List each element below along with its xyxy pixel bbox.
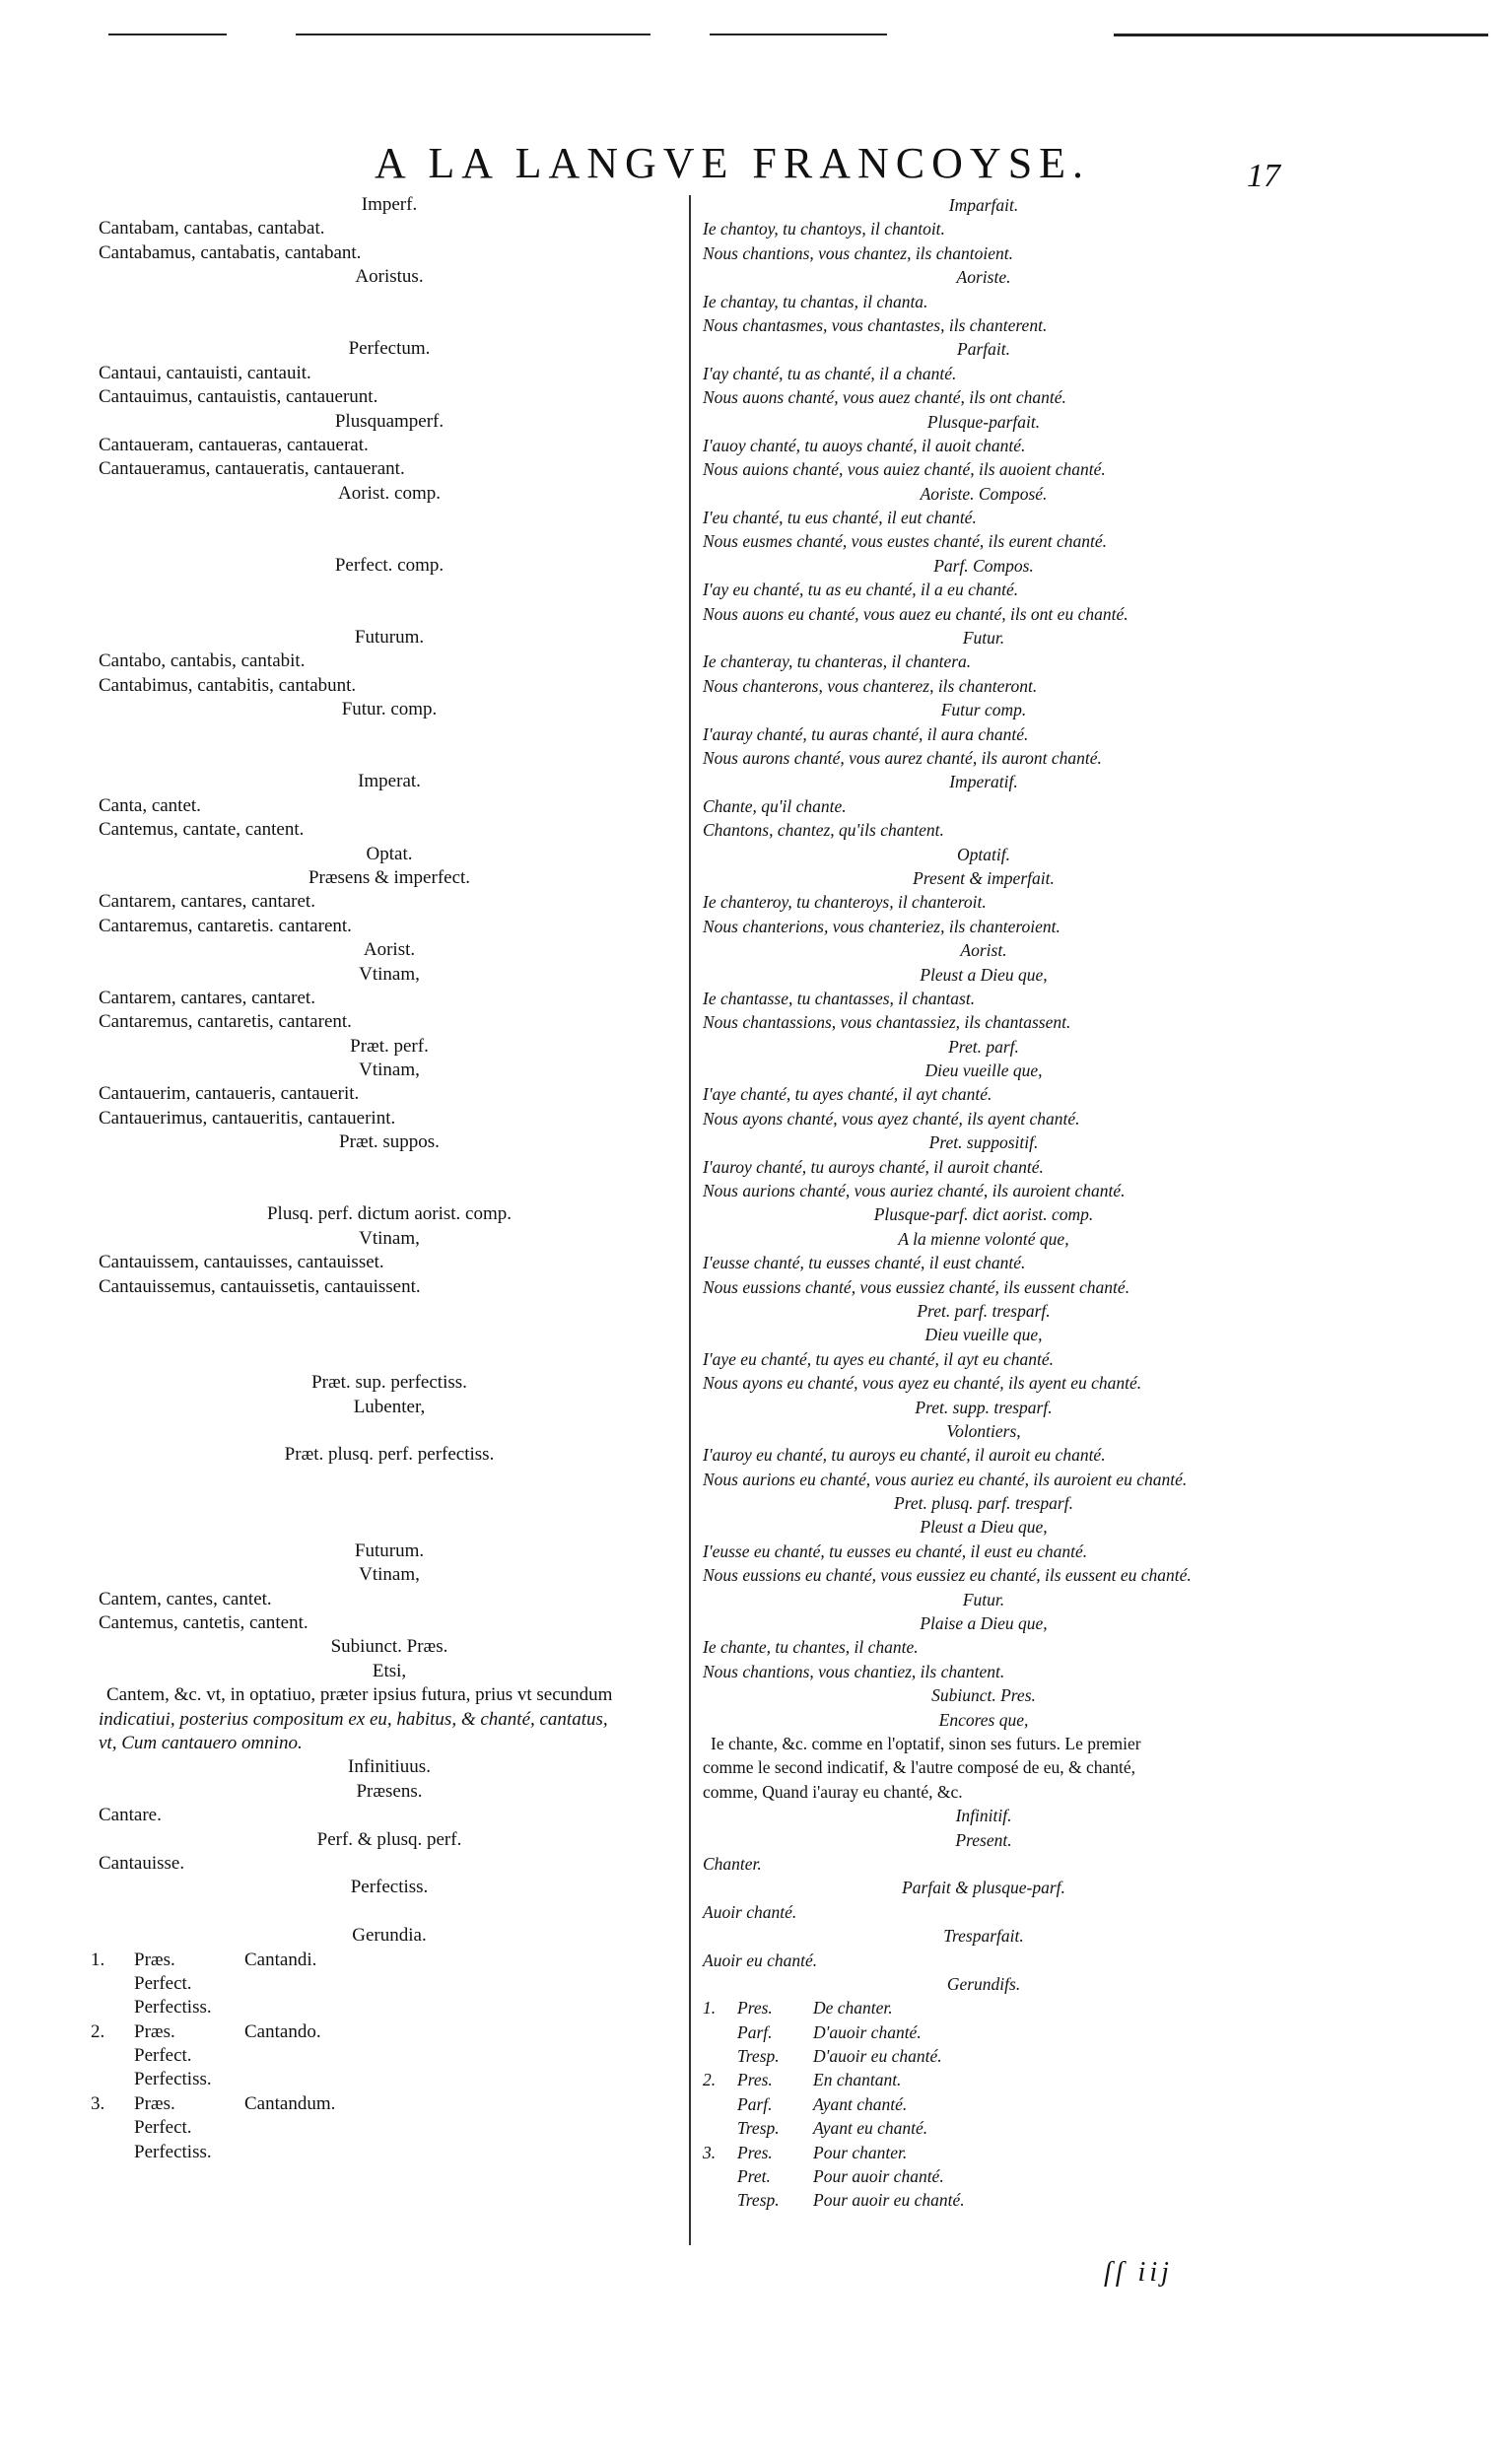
page-title: A LA LANGVE FRANCOYSE. (375, 139, 1091, 187)
conjugation-line: Nous chantasmes, vous chantastes, ils chanterent. (703, 314, 1048, 335)
gerund-list (703, 1996, 1265, 2213)
gerund-number: 3. (703, 2142, 717, 2162)
gerund-value: En chantant. (813, 2070, 902, 2090)
conjugation-line: Ie chante, tu chantes, il chante. (703, 1637, 919, 1658)
conjugation-line: Nous auons eu chanté, vous auez eu chanté, ils ont eu chanté. (703, 603, 1129, 624)
gerund-label: Perfectiss. (134, 1997, 212, 2019)
conjugation-line: I'eusse eu chanté, tu eusses eu chanté, il eust eu chanté. (703, 1540, 1088, 1561)
conjugation-line: Ie chanteray, tu chanteras, il chantera. (703, 651, 972, 672)
conjugation-line: Nous eussions chanté, vous eussiez chanté, ils eussent chanté. (703, 1276, 1130, 1297)
gerund-row (703, 2141, 1265, 2164)
section-heading: Pret. supp. tresparf. (915, 1397, 1053, 1417)
section-heading: Optat. (366, 843, 413, 864)
conjugation-line: Auoir eu chanté. (703, 1950, 818, 1970)
conjugation-line: Nous eussions eu chanté, vous eussiez eu chanté, ils eussent eu chanté. (703, 1565, 1192, 1586)
gerund-label: Pres. (737, 2142, 773, 2162)
section-heading: Present. (955, 1829, 1012, 1850)
conjugation-line: Chante, qu'il chante. (703, 795, 847, 816)
section-heading: Pret. parf. tresparf. (917, 1300, 1051, 1321)
conjugation-line: Canta, cantet. (99, 794, 201, 816)
gerund-number: 2. (91, 2020, 105, 2042)
conjugation-line: Cantaremus, cantaretis, cantarent. (99, 1011, 352, 1033)
gerund-number: 2. (703, 2070, 717, 2090)
conjugation-line: Cantauerim, cantaueris, cantauerit. (99, 1083, 360, 1105)
note-line: comme le second indicatif, & l'autre composé de eu, & chanté, (703, 1757, 1136, 1778)
conjugation-line: Ie chantasse, tu chantasses, il chantast. (703, 988, 976, 1008)
gerund-row (99, 1996, 680, 2019)
section-heading: Aoriste. (956, 267, 1011, 288)
conjugation-line: Ie chantoy, tu chantoys, il chantoit. (703, 219, 945, 240)
gerund-row (703, 2188, 1265, 2212)
gerund-label: Tresp. (737, 2118, 780, 2139)
section-heading: Plusque-parfait. (926, 411, 1041, 432)
section-heading: Vtinam, (359, 963, 420, 985)
conjugation-line: I'ay chanté, tu as chanté, il a chanté. (703, 363, 957, 383)
top-rule (710, 34, 887, 35)
gerund-label: Præs. (134, 2020, 175, 2042)
conjugation-line: Ie chanteroy, tu chanteroys, il chanteroit. (703, 892, 987, 913)
gerund-value: De chanter. (813, 1998, 893, 2019)
top-rule (108, 34, 227, 35)
gerund-label: Pres. (737, 2070, 773, 2090)
gerund-row (703, 2164, 1265, 2188)
note-line: Cantem, &c. vt, in optatiuo, præter ipsius futura, prius vt secundum (106, 1684, 613, 1706)
gerund-row (703, 2020, 1265, 2044)
gerund-label: Pres. (737, 1998, 773, 2019)
conjugation-line: I'auroy chanté, tu auroys chanté, il auroit chanté. (703, 1156, 1044, 1177)
section-heading: Pleust a Dieu que, (920, 964, 1048, 985)
gerund-row (99, 2044, 680, 2068)
conjugation-line: Chanter. (703, 1853, 762, 1874)
gerund-label: Perfect. (134, 1972, 192, 1994)
note-line: indicatiui, posterius compositum ex eu, habitus, & chanté, cantatus, (99, 1708, 608, 1730)
section-heading: Encores que, (938, 1709, 1029, 1730)
section-heading: Aoristus. (355, 266, 424, 288)
gerund-value: Cantandum. (244, 2092, 336, 2114)
section-heading: Gerundia. (352, 1925, 427, 1947)
section-heading: Perfect. comp. (334, 554, 445, 576)
conjugation-line: I'auroy eu chanté, tu auroys eu chanté, il auroit eu chanté. (703, 1445, 1106, 1466)
conjugation-line: I'ay eu chanté, tu as eu chanté, il a eu chanté. (703, 580, 1019, 600)
section-heading: Tresparfait. (943, 1926, 1024, 1947)
conjugation-line: Cantaueram, cantaueras, cantauerat. (99, 434, 369, 455)
section-heading: Pleust a Dieu que, (920, 1517, 1048, 1538)
section-heading: Plusquamperf. (334, 410, 445, 432)
section-heading: Plaise a Dieu que, (920, 1613, 1048, 1634)
section-heading: Infinitiuus. (348, 1756, 431, 1778)
section-heading: Present & imperfait. (913, 867, 1055, 888)
section-heading: Aorist. (363, 939, 416, 961)
gerund-label: Tresp. (737, 2190, 780, 2211)
section-heading: Imperatif. (949, 772, 1018, 792)
conjugation-line: I'auray chanté, tu auras chanté, il aura chanté. (703, 723, 1029, 744)
conjugation-line: Cantemus, cantetis, cantent. (99, 1612, 308, 1634)
conjugation-line: Nous aurions chanté, vous auriez chanté, ils auroient chanté. (703, 1181, 1126, 1201)
section-heading: Dieu vueille que, (924, 1325, 1043, 1345)
section-heading: Dieu vueille que, (924, 1061, 1043, 1081)
section-heading: Imperat. (358, 771, 421, 792)
gerund-row (703, 2092, 1265, 2116)
conjugation-line: Nous chanterions, vous chanteriez, ils chanteroient. (703, 916, 1060, 936)
conjugation-line: I'aye eu chanté, tu ayes eu chanté, il ayt eu chanté. (703, 1348, 1055, 1369)
latin-column (91, 193, 680, 2164)
section-heading: Optatif. (957, 844, 1010, 864)
section-heading: Parfait. (957, 339, 1010, 360)
gerund-value: D'auoir eu chanté. (813, 2046, 942, 2067)
gerund-number: 1. (703, 1998, 717, 2019)
section-heading: Perfectum. (348, 338, 431, 360)
conjugation-line: Nous auions chanté, vous auiez chanté, ils auoient chanté. (703, 459, 1106, 480)
gerund-label: Perfectiss. (134, 2069, 212, 2090)
french-column (703, 193, 1265, 2213)
section-heading: Præsens & imperfect. (308, 866, 471, 888)
conjugation-line: Nous eusmes chanté, vous eustes chanté, ils eurent chanté. (703, 531, 1108, 552)
column-divider (689, 195, 691, 2245)
conjugation-line: I'aye chanté, tu ayes chanté, il ayt chanté. (703, 1084, 992, 1105)
section-heading: Vtinam, (359, 1227, 420, 1249)
note-line: vt, Cum cantauero omnino. (99, 1733, 303, 1753)
note-line: Ie chante, &c. comme en l'optatif, sinon ses futurs. Le premier (711, 1734, 1141, 1753)
section-heading: Præsens. (356, 1780, 423, 1802)
section-heading: Etsi, (372, 1660, 407, 1681)
conjugation-line: Nous chantions, vous chantiez, ils chantent. (703, 1661, 1005, 1681)
gerund-row (703, 2116, 1265, 2140)
section-heading: Pret. parf. (948, 1036, 1019, 1057)
gerund-value: Ayant eu chanté. (813, 2118, 928, 2139)
section-heading: Futur comp. (940, 700, 1027, 720)
conjugation-line: Cantem, cantes, cantet. (99, 1588, 272, 1609)
section-heading: Subiunct. Pres. (931, 1685, 1036, 1706)
conjugation-line: Nous ayons eu chanté, vous ayez eu chanté, ils ayent eu chanté. (703, 1373, 1142, 1394)
gerund-number: 1. (91, 1949, 105, 1970)
gerund-label: Pret. (737, 2166, 771, 2187)
section-heading: Parf. Compos. (933, 555, 1034, 576)
conjugation-line: Nous ayons chanté, vous ayez chanté, ils ayent chanté. (703, 1108, 1080, 1129)
section-heading: Plusq. perf. dictum aorist. comp. (266, 1203, 513, 1225)
conjugation-line: I'eusse chanté, tu eusses chanté, il eust chanté. (703, 1253, 1026, 1273)
section-heading: Imperf. (361, 194, 418, 215)
section-heading: Futurum. (354, 627, 425, 649)
note-line: comme, Quand i'auray eu chanté, &c. (703, 1781, 963, 1802)
top-rule (1114, 34, 1488, 36)
gerund-row (703, 2068, 1265, 2091)
section-heading: A la mienne volonté que, (898, 1228, 1069, 1249)
conjugation-line: Cantarem, cantares, cantaret. (99, 987, 315, 1008)
conjugation-line: Cantabo, cantabis, cantabit. (99, 650, 306, 672)
signature-mark: ſſ iij (1104, 2257, 1173, 2288)
gerund-row (99, 2141, 680, 2164)
section-heading: Volontiers, (946, 1420, 1021, 1441)
conjugation-line: Cantaui, cantauisti, cantauit. (99, 362, 311, 383)
conjugation-line: I'eu chanté, tu eus chanté, il eut chanté. (703, 508, 977, 528)
conjugation-line: Cantauissem, cantauisses, cantauisset. (99, 1252, 384, 1273)
section-heading: Aorist. (960, 940, 1007, 961)
gerund-label: Præs. (134, 1949, 175, 1970)
gerund-value: Ayant chanté. (813, 2093, 908, 2114)
conjugation-line: Cantabam, cantabas, cantabat. (99, 218, 325, 240)
gerund-label: Tresp. (737, 2046, 780, 2067)
section-heading: Vtinam, (359, 1060, 420, 1081)
conjugation-line: Nous aurons chanté, vous aurez chanté, ils auront chanté. (703, 747, 1102, 768)
gerund-value: Cantandi. (244, 1949, 317, 1970)
gerund-row (91, 1949, 680, 1972)
gerund-row (99, 1972, 680, 1996)
conjugation-line: Auoir chanté. (703, 1901, 797, 1922)
conjugation-line: Cantare. (99, 1805, 162, 1826)
conjugation-line: Cantauerimus, cantaueritis, cantauerint. (99, 1107, 396, 1129)
conjugation-line: Cantauissemus, cantauissetis, cantauissent. (99, 1275, 421, 1297)
section-heading: Præt. perf. (350, 1035, 429, 1057)
gerund-value: Pour chanter. (813, 2142, 908, 2162)
section-heading: Futur. (962, 628, 1005, 649)
conjugation-line: Cantaremus, cantaretis. cantarent. (99, 915, 352, 936)
conjugation-line: Cantauisse. (99, 1852, 185, 1874)
section-heading: Præt. sup. perfectiss. (311, 1372, 467, 1394)
section-heading: Præt. suppos. (339, 1131, 440, 1153)
gerund-row (703, 1996, 1265, 2019)
section-heading: Præt. plusq. perf. perfectiss. (284, 1444, 495, 1466)
section-heading: Pret. suppositif. (928, 1132, 1039, 1153)
conjugation-line: Nous chanterons, vous chanterez, ils chanteront. (703, 675, 1038, 696)
conjugation-line: Cantaueramus, cantaueratis, cantauerant. (99, 458, 405, 480)
section-heading: Infinitif. (955, 1806, 1012, 1826)
gerund-row (99, 2068, 680, 2091)
gerund-row (91, 2092, 680, 2116)
section-heading: Perf. & plusq. perf. (316, 1828, 462, 1850)
section-heading: Parfait & plusque-parf. (902, 1878, 1065, 1898)
gerund-label: Præs. (134, 2092, 175, 2114)
section-heading: Vtinam, (359, 1564, 420, 1586)
conjugation-line: Cantabimus, cantabitis, cantabunt. (99, 674, 357, 696)
section-heading: Perfectiss. (350, 1877, 429, 1898)
gerund-label: Perfect. (134, 2117, 192, 2139)
section-heading: Aorist. comp. (338, 482, 441, 504)
section-heading: Gerundifs. (946, 1973, 1021, 1994)
gerund-number: 3. (91, 2092, 105, 2114)
conjugation-line: Nous aurions eu chanté, vous auriez eu chanté, ils auroient eu chanté. (703, 1469, 1188, 1489)
section-heading: Futurum. (354, 1540, 425, 1561)
gerund-label: Parf. (737, 2021, 773, 2042)
conjugation-line: Cantemus, cantate, cantent. (99, 819, 305, 841)
section-heading: Lubenter, (353, 1396, 426, 1417)
page-number: 17 (1247, 158, 1280, 194)
section-heading: Futur. (962, 1589, 1005, 1609)
gerund-label: Parf. (737, 2093, 773, 2114)
gerund-label: Perfect. (134, 2045, 192, 2067)
conjugation-line: Nous chantassions, vous chantassiez, ils chantassent. (703, 1012, 1071, 1033)
gerund-row (99, 2116, 680, 2140)
conjugation-line: Cantabamus, cantabatis, cantabant. (99, 241, 362, 263)
gerund-row (91, 2020, 680, 2044)
section-heading: Futur. comp. (341, 699, 438, 720)
section-heading: Pret. plusq. parf. tresparf. (894, 1493, 1073, 1514)
conjugation-line: Ie chantay, tu chantas, il chanta. (703, 291, 928, 311)
conjugation-line: Nous auons chanté, vous auez chanté, ils ont chanté. (703, 387, 1066, 408)
section-heading: Subiunct. Præs. (330, 1636, 448, 1658)
gerund-row (703, 2044, 1265, 2068)
section-heading: Imparfait. (948, 195, 1019, 215)
conjugation-line: I'auoy chanté, tu auoys chanté, il auoit chanté. (703, 435, 1026, 455)
gerund-value: Pour auoir chanté. (813, 2166, 944, 2187)
gerund-list (91, 1949, 680, 2165)
gerund-value: Cantando. (244, 2020, 321, 2042)
conjugation-line: Cantauimus, cantauistis, cantauerunt. (99, 386, 378, 408)
conjugation-line: Chantons, chantez, qu'ils chantent. (703, 820, 944, 841)
gerund-value: D'auoir chanté. (813, 2021, 922, 2042)
top-rule (296, 34, 650, 35)
section-heading: Aoriste. Composé. (920, 483, 1048, 504)
gerund-value: Pour auoir eu chanté. (813, 2190, 965, 2211)
section-heading: Plusque-parf. dict aorist. comp. (873, 1204, 1094, 1225)
conjugation-line: Cantarem, cantares, cantaret. (99, 891, 315, 913)
gerund-label: Perfectiss. (134, 2141, 212, 2162)
conjugation-line: Nous chantions, vous chantez, ils chantoient. (703, 242, 1013, 263)
